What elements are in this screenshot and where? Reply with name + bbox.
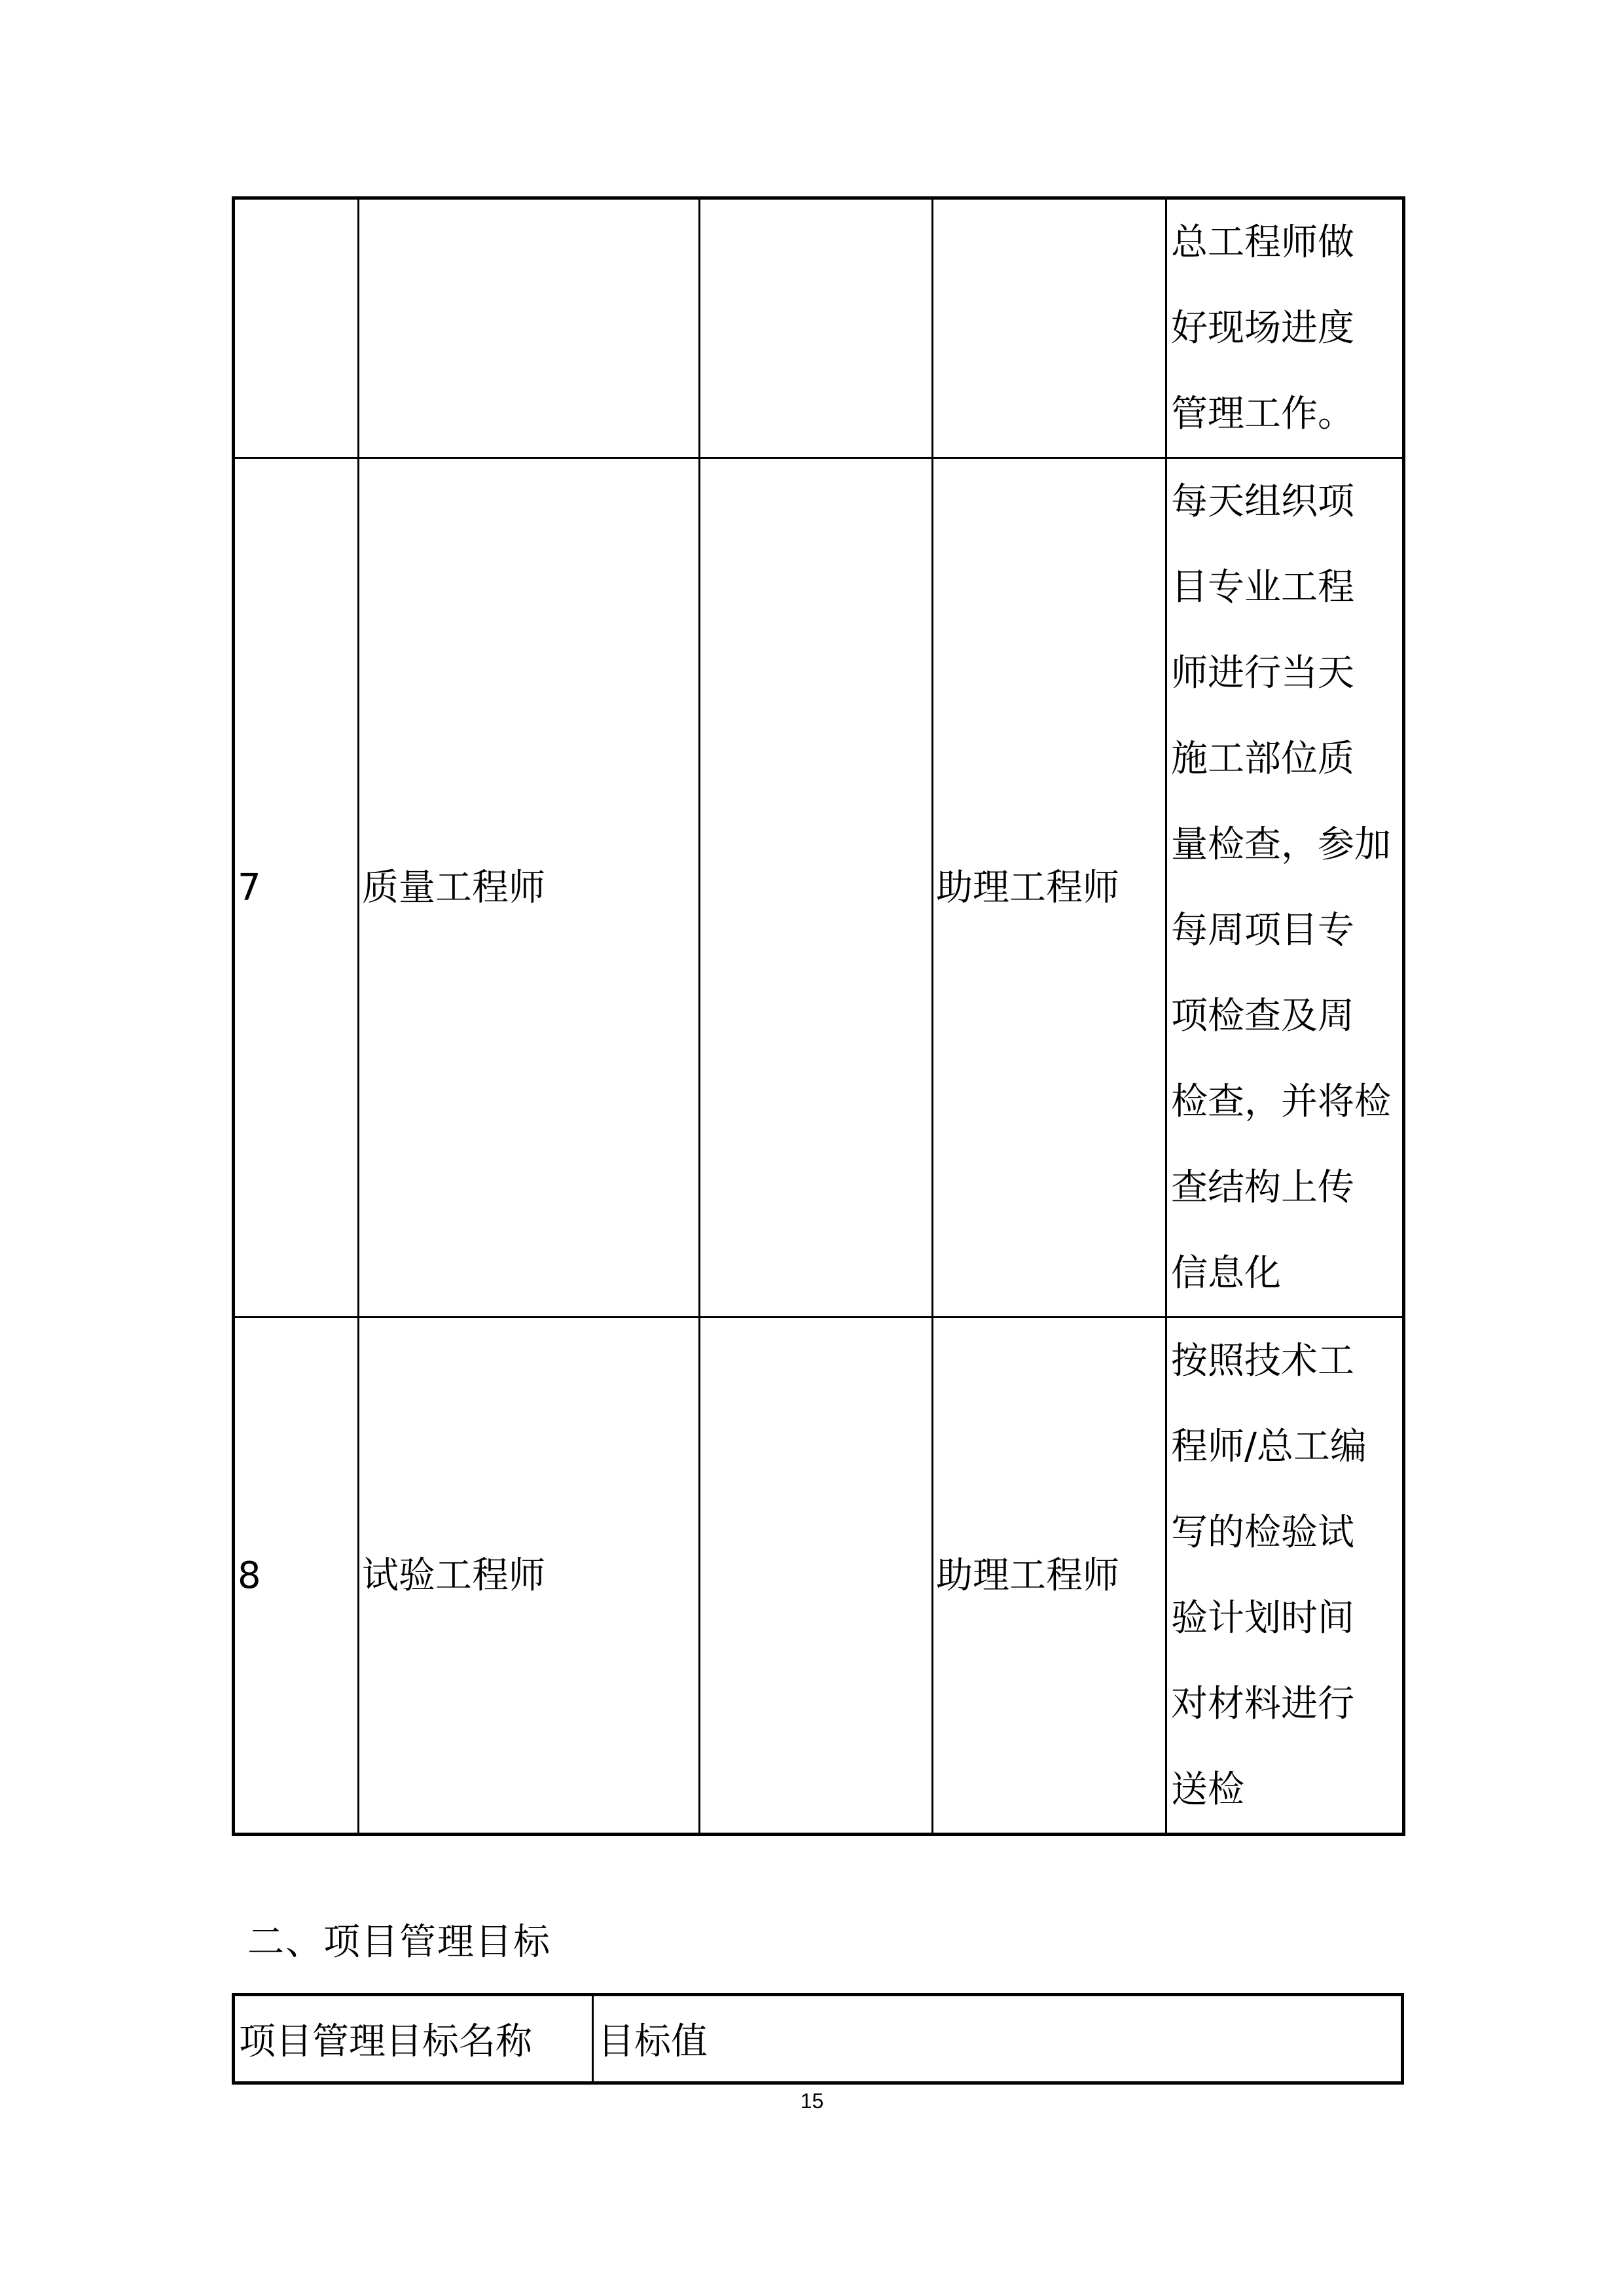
cell-position: 质量工程师	[359, 458, 700, 1318]
project-goal-table	[232, 1993, 1404, 2085]
cell-position	[359, 198, 700, 458]
cell-title: 助理工程师	[933, 458, 1166, 1318]
cell-person	[700, 458, 933, 1318]
cell-person	[700, 1318, 933, 1835]
cell-title: 助理工程师	[933, 1318, 1166, 1835]
cell-person	[700, 198, 933, 458]
cell-duty: 总工程师做 好现场进度 管理工作。	[1166, 198, 1404, 458]
goal-name-header: 项目管理目标名称	[234, 1995, 593, 2083]
cell-number	[234, 198, 359, 458]
table-row-test-engineer	[234, 1318, 1404, 1835]
table-header-row	[234, 1995, 1403, 2083]
cell-number: 8	[234, 1318, 359, 1835]
page-number: 15	[800, 2089, 824, 2113]
table-row-continued	[234, 198, 1404, 458]
goal-value-header: 目标值	[593, 1995, 1403, 2083]
cell-position: 试验工程师	[359, 1318, 700, 1835]
cell-duty: 每天组织项 目专业工程 师进行当天 施工部位质 量检查，参加 每周项目专 项检查及周 检查，并将检 查结构上传 信息化	[1166, 458, 1404, 1318]
cell-duty: 按照技术工 程师/总工编 写的检验试 验计划时间 对材料进行 送检	[1166, 1318, 1404, 1835]
section-heading: 二、项目管理目标	[247, 1921, 551, 1964]
table-row-quality-engineer	[234, 458, 1404, 1318]
cell-number: 7	[234, 458, 359, 1318]
cell-title	[933, 198, 1166, 458]
staff-responsibility-table	[232, 196, 1405, 1836]
